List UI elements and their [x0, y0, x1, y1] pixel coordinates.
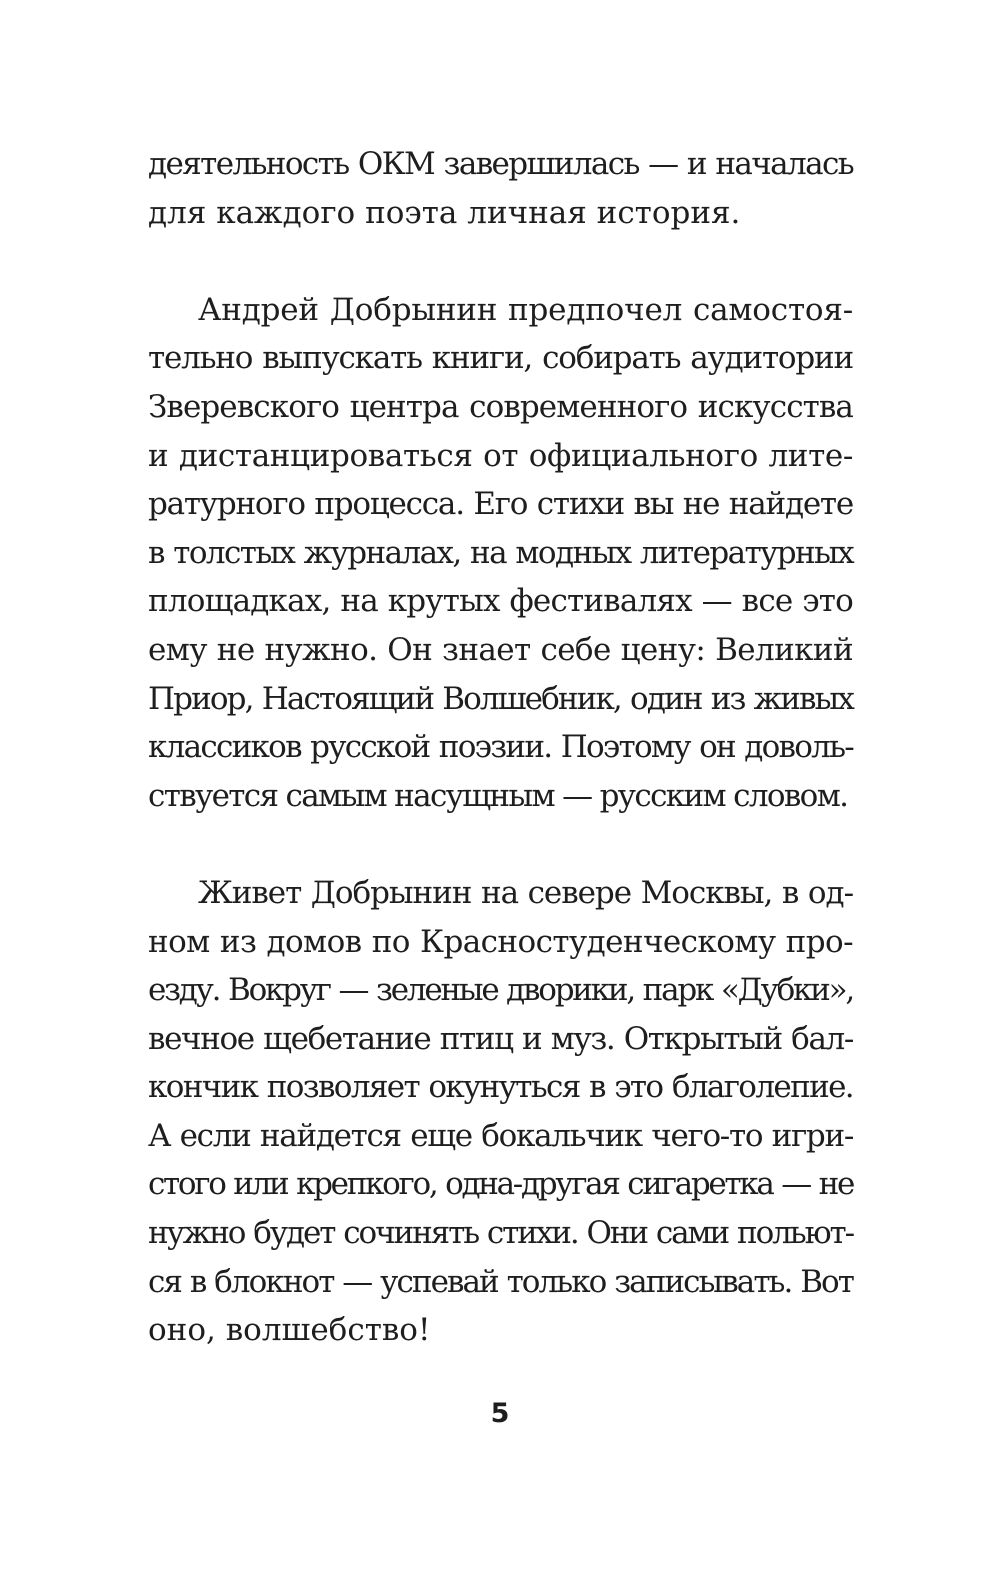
text-line: в толстых журналах, на модных литературных [148, 534, 853, 571]
text-line: Живет Добрынин на севере Москвы, в од- [198, 874, 853, 911]
text-line: вечное щебетание птиц и муз. Открытый бал- [148, 1020, 853, 1057]
text-line: ся в блокнот — успевай только записывать. Вот [148, 1263, 853, 1300]
text-line: Андрей Добрынин предпочел самостоя- [198, 291, 853, 328]
text-line: площадках, на крутых фестивалях — все это [148, 583, 853, 620]
paragraph-1 [148, 140, 853, 237]
text-line: ратурного процесса. Его стихи вы не найдете [148, 486, 853, 523]
paragraph-spacer [148, 820, 853, 869]
body-text [148, 140, 853, 1355]
text-line: ему не нужно. Он знает себе цену: Великий [148, 631, 853, 668]
text-line: А если найдется еще бокальчик чего-то игри- [148, 1117, 853, 1154]
text-line: деятельность ОКМ завершилась — и началась [148, 146, 853, 182]
text-line: нужно будет сочинять стихи. Они сами польют- [148, 1215, 853, 1252]
paragraph-spacer [148, 237, 853, 286]
text-line: стого или крепкого, одна-другая сигаретка — не [148, 1166, 853, 1203]
text-line: оно, волшебство! [148, 1312, 431, 1349]
text-line: Приор, Настоящий Волшебник, один из живых [148, 680, 853, 717]
text-line: кончик позволяет окунуться в это благолепие. [148, 1069, 853, 1106]
text-line: тельно выпускать книги, собирать аудитории [148, 340, 853, 377]
text-line: для каждого поэта личная история. [148, 194, 741, 231]
text-line: ном из домов по Красностуденческому про- [148, 923, 853, 960]
text-line: Зверевского центра современного искусства [148, 388, 853, 425]
text-line: классиков русской поэзии. Поэтому он доволь- [148, 729, 853, 766]
text-line: ствуется самым насущным — русским словом. [148, 777, 848, 814]
paragraph-3 [148, 869, 853, 1355]
text-line: езду. Вокруг — зеленые дворики, парк «Дубки», [148, 972, 853, 1009]
paragraph-2 [148, 286, 853, 821]
text-line: и дистанцироваться от официального лите- [148, 437, 853, 474]
page-number: 5 [490, 1398, 510, 1429]
